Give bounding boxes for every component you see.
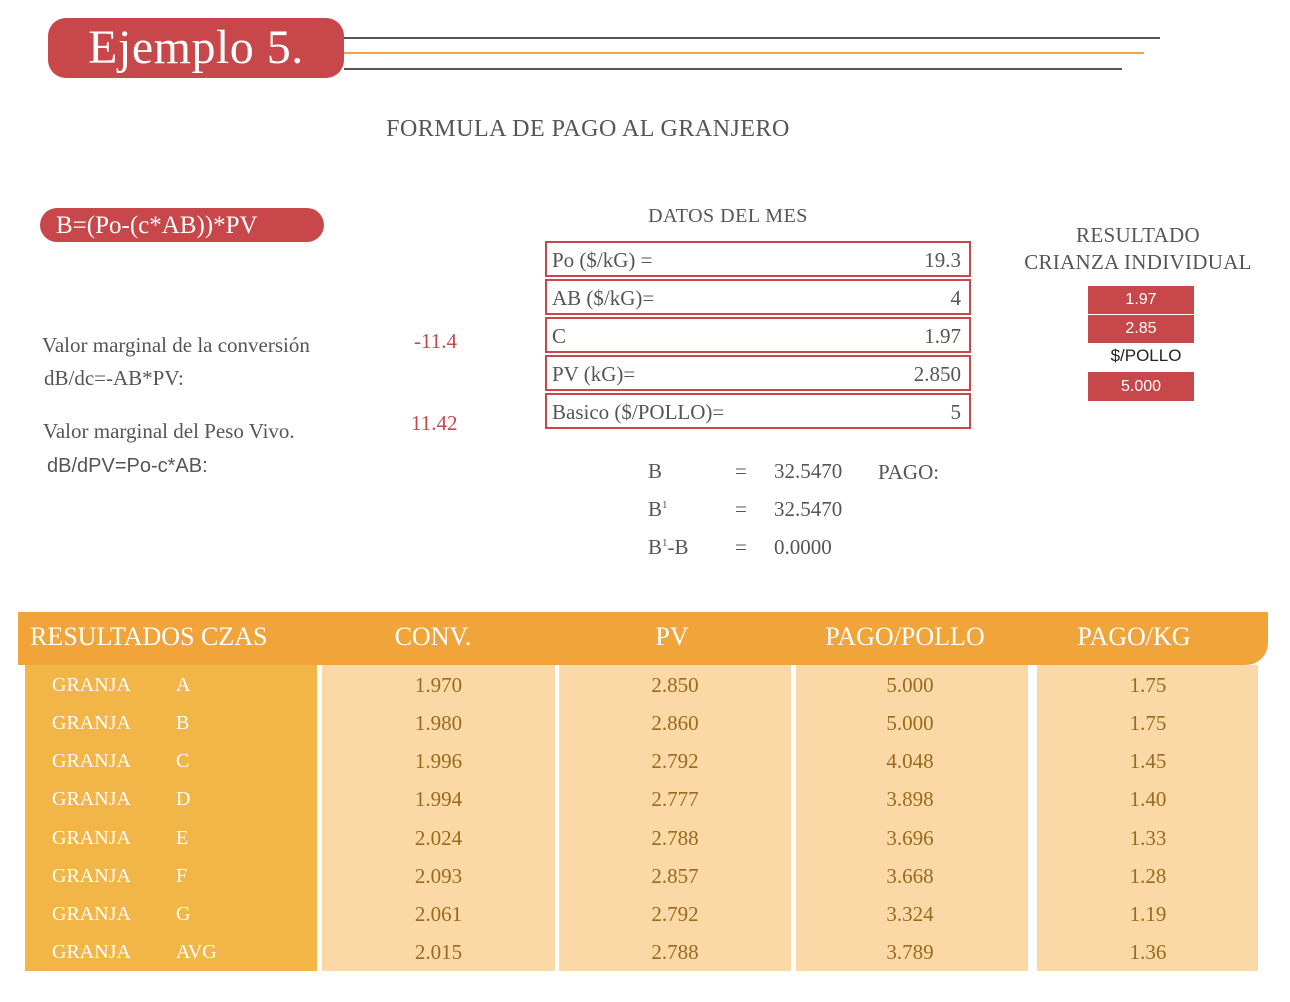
farm-id: G	[176, 903, 191, 925]
cell-pv: 2.788	[651, 826, 699, 850]
eq-b1-label: $B^1$	[648, 497, 668, 521]
eq-sign: =	[735, 459, 747, 483]
cell-pago-kg: 1.40	[1129, 787, 1167, 811]
cell-conv: 2.015	[414, 940, 463, 964]
cell-conv: 2.024	[414, 826, 463, 850]
farm-id: C	[176, 750, 190, 772]
resultado-title	[1010, 222, 1266, 276]
resultado-unit: $/POLLO	[1110, 346, 1182, 365]
cell-pago-pollo: 3.668	[886, 864, 934, 888]
header-rule-orange	[344, 52, 1144, 54]
cell-pv: 2.777	[651, 787, 699, 811]
resultado-title-line1: RESULTADO	[1076, 223, 1200, 247]
datos-label: AB ($/kG)=	[552, 286, 655, 310]
eq-b-label: B	[648, 459, 663, 483]
cell-pago-pollo: 4.048	[886, 749, 934, 773]
datos-title: DATOS DEL MES	[648, 205, 808, 227]
datos-row	[545, 241, 971, 277]
datos-label: PV (kG)=	[552, 362, 636, 386]
farm-id: AVG	[176, 941, 217, 963]
datos-label: Basico ($/POLLO)=	[552, 400, 725, 424]
farm-name: GRANJA	[52, 903, 131, 925]
resultado-pv: 2.85	[1088, 315, 1194, 343]
farm-id: D	[176, 788, 191, 810]
cell-pago-pollo: 3.789	[886, 940, 934, 964]
cell-pago-kg: 1.33	[1129, 826, 1167, 850]
datos-value: 1.97	[924, 324, 961, 348]
cell-pago-kg: 1.36	[1129, 940, 1167, 964]
col-header-pago-pollo: PAGO/POLLO	[825, 622, 985, 651]
farm-name: GRANJA	[52, 674, 131, 696]
marginal-conversion-label: Valor marginal de la conversión	[42, 333, 310, 357]
cell-conv: 1.996	[414, 749, 463, 773]
marginal-conversion-value: -11.4	[414, 329, 457, 353]
col-header-pv: PV	[655, 622, 689, 651]
col-header-pago-kg: PAGO/KG	[1077, 622, 1191, 651]
farm-name: GRANJA	[52, 941, 131, 963]
eq-sign: =	[735, 535, 747, 559]
datos-row	[545, 279, 971, 315]
col-header-conv: CONV.	[394, 622, 472, 651]
cell-pago-kg: 1.28	[1129, 864, 1167, 888]
cell-pago-kg: 1.45	[1129, 749, 1167, 773]
cell-pago-pollo: 3.898	[886, 787, 934, 811]
marginal-peso-value: 11.42	[411, 411, 458, 435]
farm-name: GRANJA	[52, 827, 131, 849]
cell-pv: 2.792	[651, 902, 699, 926]
resultado-pago: 5.000	[1088, 372, 1194, 401]
cell-pv: 2.857	[651, 864, 699, 888]
cell-pago-pollo: 5.000	[886, 711, 934, 735]
marginal-peso-label: Valor marginal del Peso Vivo.	[43, 419, 295, 443]
datos-row	[545, 317, 971, 353]
marginal-conversion-formula: dB/dc=-AB*PV:	[44, 366, 184, 390]
cell-conv: 1.994	[414, 787, 463, 811]
cell-pago-pollo: 3.696	[886, 826, 934, 850]
cell-pv: 2.792	[651, 749, 699, 773]
datos-value: 19.3	[924, 248, 961, 272]
cell-pago-pollo: 3.324	[886, 902, 934, 926]
col-header-resultados: RESULTADOS CZAS	[30, 622, 268, 651]
datos-label: Po ($/kG) =	[552, 248, 653, 272]
header-rule-gray-bottom	[344, 68, 1122, 70]
datos-row	[545, 355, 971, 391]
resultado-title-line2: CRIANZA INDIVIDUAL	[1024, 250, 1252, 274]
cell-pago-kg: 1.19	[1129, 902, 1167, 926]
cell-pago-pollo: 5.000	[886, 673, 934, 697]
eq-b1-value: 32.5470	[774, 497, 843, 521]
formula-text: B=(Po-(c*AB))*PV	[56, 212, 258, 239]
page-heading: Ejemplo 5.	[88, 21, 304, 74]
farm-name: GRANJA	[52, 788, 131, 810]
datos-row	[545, 393, 971, 429]
farm-id: A	[176, 674, 191, 696]
cell-pv: 2.860	[651, 711, 699, 735]
farm-id: B	[176, 712, 190, 734]
cell-conv: 2.061	[414, 902, 463, 926]
datos-value: 2.850	[913, 362, 961, 386]
farm-id: E	[176, 827, 189, 849]
datos-value: 5	[950, 400, 961, 424]
farm-id: F	[176, 865, 188, 887]
resultado-conv: 1.97	[1088, 286, 1194, 314]
eq-pago-label: PAGO:	[878, 460, 940, 484]
eq-diff-value: 0.0000	[774, 535, 832, 559]
page-title: FORMULA DE PAGO AL GRANJERO	[386, 116, 790, 142]
farm-name: GRANJA	[52, 750, 131, 772]
header-rule-gray-top	[344, 37, 1160, 39]
marginal-peso-formula: dB/dPV=Po-c*AB:	[47, 455, 208, 477]
eq-diff-label: $B^1-B$	[648, 535, 689, 559]
farm-name: GRANJA	[52, 712, 131, 734]
eq-b-value: 32.5470	[774, 459, 843, 483]
cell-conv: 2.093	[414, 864, 463, 888]
cell-conv: 1.970	[414, 673, 463, 697]
eq-sign: =	[735, 497, 747, 521]
cell-pv: 2.788	[651, 940, 699, 964]
farm-name: GRANJA	[52, 865, 131, 887]
cell-pago-kg: 1.75	[1129, 673, 1167, 697]
datos-label: C	[552, 324, 567, 348]
cell-pv: 2.850	[651, 673, 699, 697]
cell-conv: 1.980	[414, 711, 463, 735]
datos-value: 4	[950, 286, 961, 310]
cell-pago-kg: 1.75	[1129, 711, 1167, 735]
